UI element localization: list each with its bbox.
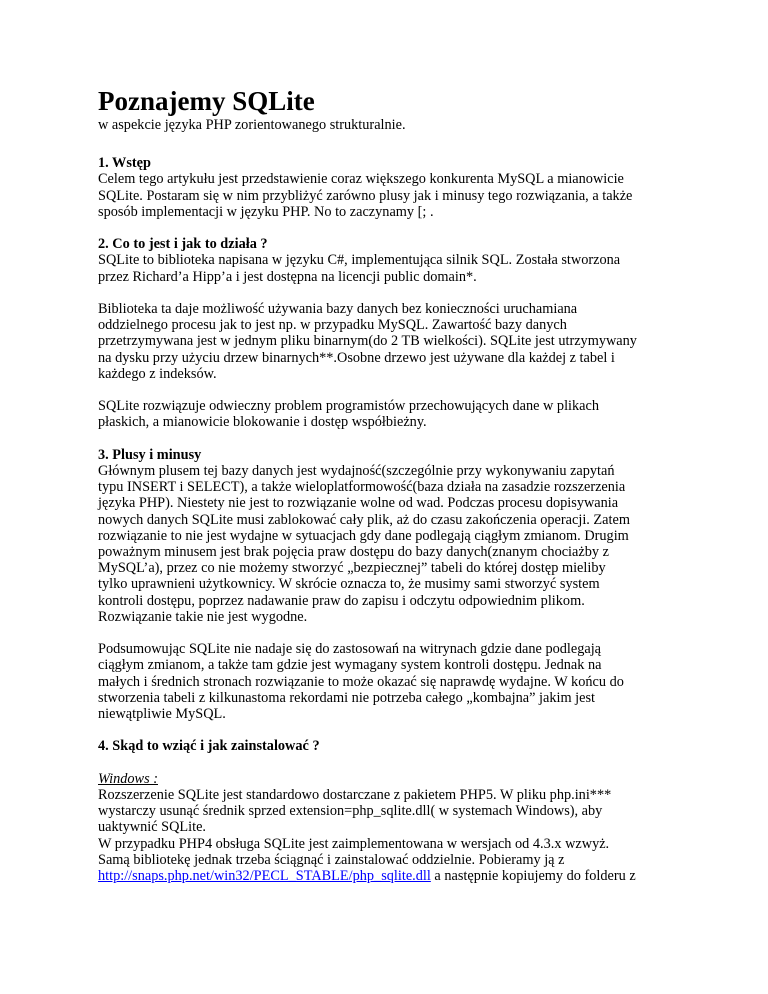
text-line: Podsumowując SQLite nie nadaje się do zastosowań na witrynach gdzie dane podlegają xyxy=(98,641,602,658)
text-line: Biblioteka ta daje możliwość używania bazy danych bez konieczności uruchamiana xyxy=(98,301,578,317)
text-line: typu INSERT i SELECT), a także wieloplatformowość(baza działa na zasadzie rozszerzenia xyxy=(98,479,626,496)
document-title: Poznajemy SQLite xyxy=(98,86,315,116)
text-line: małych i średnich stronach rozwiązanie to może okazać się naprawdę wydajne. W końcu do xyxy=(98,673,624,690)
paragraph xyxy=(98,252,738,284)
text-line: Rozszerzenie SQLite jest standardowo dostarczane z pakietem PHP5. W pliku php.ini*** xyxy=(98,787,612,804)
text-line: przez Richard’a Hipp’a i jest dostępna na licencji public domain*. xyxy=(98,268,477,285)
paragraph xyxy=(98,171,738,220)
text-line: języka PHP). Niestety nie jest to rozwiązanie wolne od wad. Podczas procesu dopisywania xyxy=(98,495,619,512)
text-line: na dysku przy użyciu drzew binarnych**.Osobne drzewo jest używane dla każdej z tabel i xyxy=(98,349,615,366)
link-trailing-text: a następnie kopiujemy do folderu z xyxy=(430,868,636,885)
text-line: stworzenia tabeli z kilkunastoma rekordami nie potrzeba całego „kombajna” jakim jest xyxy=(98,689,596,706)
text-line: Celem tego artykułu jest przedstawienie coraz większego konkurenta MySQL a mianowicie xyxy=(98,171,624,188)
text-line: tylko uprawnieni użytkownicy. W skrócie oznacza to, że musimy sami stworzyć system xyxy=(98,576,600,593)
paragraph xyxy=(98,641,738,722)
text-line: przetrzymywana jest w jednym pliku binarnym(do 2 TB wielkości). SQLite jest utrzymywany xyxy=(98,333,637,350)
paragraph xyxy=(98,787,738,868)
text-line: MySQL’a), przez co nie możemy stworzyć „bezpiecznej” tabeli do której dostęp mieliby xyxy=(98,560,606,577)
document-body xyxy=(98,155,738,884)
section-heading: 2. Co to jest i jak to działa ? xyxy=(98,236,268,253)
download-link[interactable]: http://snaps.php.net/win32/PECL_STABLE/php_sqlite.dll xyxy=(98,868,431,885)
text-line: wystarczy usunąć średnik sprzed extension=php_sqlite.dll( w systemach Windows), aby xyxy=(98,803,603,820)
text-line: oddzielnego procesu jak to jest np. w przypadku MySQL. Zawartość bazy danych xyxy=(98,317,567,334)
document-subtitle: w aspekcie języka PHP zorientowanego strukturalnie. xyxy=(98,117,406,133)
text-line: SQLite rozwiązuje odwieczny problem programistów przechowujących dane w plikach xyxy=(98,398,600,415)
text-line: Samą bibliotekę jednak trzeba ściągnąć i zainstalować oddzielnie. Pobieramy ją z xyxy=(98,851,565,868)
text-line: kontroli dostępu, poprzez nadawanie praw do zapisu i odczytu odpowiednim plikom. xyxy=(98,592,585,609)
section-heading: 1. Wstęp xyxy=(98,155,151,172)
windows-subheading: Windows : xyxy=(98,770,158,787)
paragraph xyxy=(98,301,738,382)
text-line: sposób implementacji w języku PHP. No to zaczynamy [; . xyxy=(98,203,434,220)
text-line: ciągłym zmianom, a także tam gdzie jest wymagany system kontroli dostępu. Jednak na xyxy=(98,657,602,674)
text-line: rozwiązanie to nie jest wydajne w sytuacjach gdy dane podlegają ciągłym zmianom. Drugim xyxy=(98,527,629,544)
text-line: niewątpliwie MySQL. xyxy=(98,706,226,723)
paragraph xyxy=(98,398,738,430)
text-line: W przypadku PHP4 obsługa SQLite jest zaimplementowana w wersjach od 4.3.x wzwyż. xyxy=(98,835,610,852)
text-line: SQLite. Postaram się w nim przybliżyć zarówno plusy jak i minusy tego rozwiązania, a także xyxy=(98,187,633,204)
text-line: każdego z indeksów. xyxy=(98,365,217,382)
section-heading: 3. Plusy i minusy xyxy=(98,446,202,463)
text-line: SQLite to biblioteka napisana w języku C#, implementująca silnik SQL. Została stworzona xyxy=(98,252,621,269)
text-line: poważnym minusem jest brak pojęcia praw dostępu do bazy danych(znanym chociażby z xyxy=(98,544,609,561)
text-line: płaskich, a mianowicie blokowanie i dostęp współbieżny. xyxy=(98,414,427,431)
text-line: Rozwiązanie takie nie jest wygodne. xyxy=(98,608,308,625)
text-line: Głównym plusem tej bazy danych jest wydajność(szczególnie przy wykonywaniu zapytań xyxy=(98,463,615,479)
text-line: nowych danych SQLite musi zablokować cały plik, aż do czasu zakończenia operacji. Zatem xyxy=(98,511,630,528)
paragraph xyxy=(98,463,738,625)
document-page xyxy=(98,86,738,884)
link-line xyxy=(98,868,738,884)
section-heading: 4. Skąd to wziąć i jak zainstalować ? xyxy=(98,738,320,755)
text-line: uaktywnić SQLite. xyxy=(98,819,207,836)
